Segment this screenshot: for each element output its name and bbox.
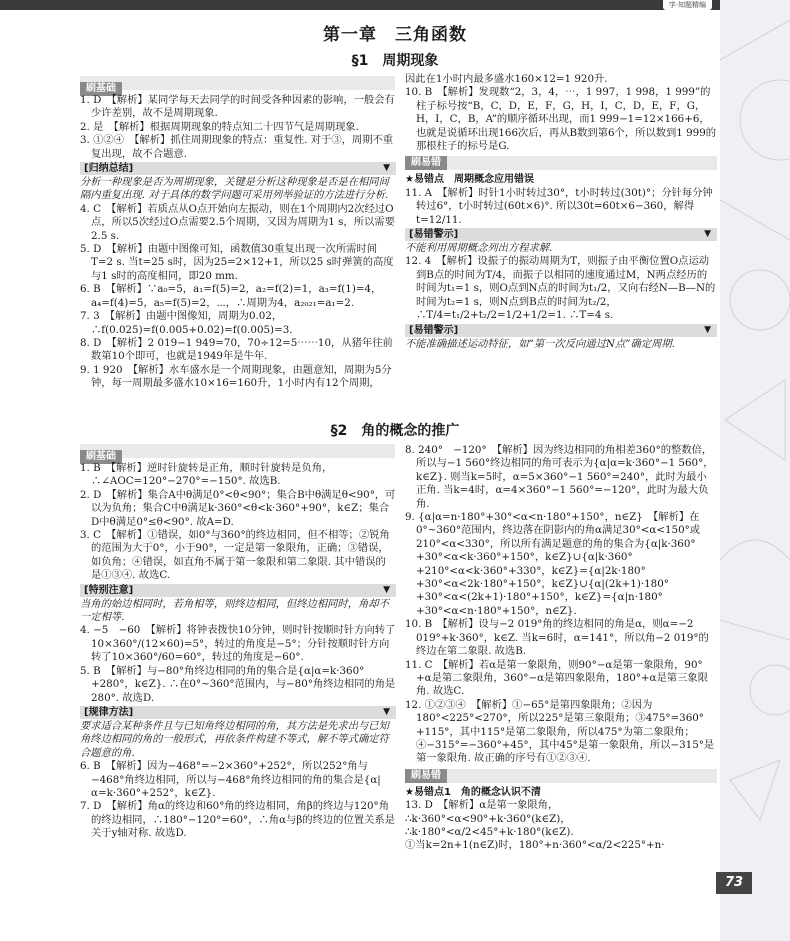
answer-1-2: 2. 是 【解析】根据周期现象的特点知二十四节气是周期现象. [80,120,359,133]
warn-box-2: [易错警示] ▼ [405,324,717,337]
answer-2-13-a: 13. D 【解析】α是第一象限角， [405,799,559,812]
answer-2-12: 12. ①②③④ 【解析】①−65°是第四象限角；②因为180°<225°<270°，所以225°是第三象限角；③475°=360°+115°，其中115°是第二象限角，所以475°为第二象限角；④−315°=−360°+45°，其中45°是第一象限角，所以−315°是第一象限角. 故正确的序号有①②③④. [405,698,715,765]
summary-box: [归纳总结] ▼ [80,162,396,175]
answer-2-3: 3. C 【解析】①错误，如0°与360°的终边相同，但不相等；②锐角的范围为大于0°，小于90°，一定是第一象限角，正确；③错误，如负角；④错误，如直角不属于第一象限和第二象限. 其中错误的是①③④. 故选C. [80,529,390,582]
special-box: [特别注意] ▼ [80,584,396,597]
answer-1-5: 5. D 【解析】由题中图像可知，函数值30重复出现一次所需时间T=2 s. 当t=25 s时，因为25=2×12+1，所以25 s时弹簧的高度与1 s时的高度相同，即20 mm. [80,243,394,282]
answer-2-10: 10. B 【解析】设与−2 019°角的终边相同的角是α，则α=−2 019°+k·360°，k∈Z. 当k=6时，α=141°，所以角−2 019°的终边在第二象限. 故选B. [405,618,709,658]
answer-1-9-cont: 因此在1小时内最多盛水160×12=1 920升. [405,73,608,85]
warn-box-1: [易错警示] ▼ [405,228,717,241]
answer-1-6: 6. B 【解析】∵a₀=5，a₁=f(5)=2，a₂=f(2)=1，a₃=f(1)=4，a₄=f(4)=5，a₅=f(5)=2，⋯，∴周期为4，a₂₀₂₁=a₁=2. [80,283,382,309]
section2-title: §2 角的概念的推广 [330,423,460,439]
section1-title: §1 周期现象 [351,53,439,69]
s1-right-column [405,73,717,351]
answer-2-2: 2. D 【解析】集合A中θ满足0°<θ<90°；集合B中θ满足θ<90°，可以为负角；集合C中θ满足k·360°<θ<k·360°+90°，k∈Z；集合D中θ满足0°≤θ<90°. 故A=D. [80,488,396,528]
answer-1-12: 12. 4 【解析】设振子的振动周期为T，则振子由平衡位置O点运动到B点的时间为T/4，而振子以相同的速度通过M，N两点经历的时间为t₁=1 s，则O点到N点的时间为t₁/2，又向右经N—B—N的时间为t₂=1 s，则N点到B点的时间为t₂/2，∴T/4=t₁/2+t₂/2=1/2+1/2=1. ∴T=4 s. [405,255,716,322]
margin-decoration [720,0,790,941]
error-point-1: ★易错点 周期概念应用错误 [405,174,534,186]
s2-left-column [80,462,396,841]
answer-1-8: 8. D 【解析】2 019−1 949=70，70÷12=5⋯⋯10，从猪年往前数第10个即可，也就是1949年是牛年. [80,336,393,363]
method-box: [规律方法] ▼ [80,706,396,719]
error-point-2: ★易错点1 角的概念认识不清 [405,786,541,798]
tag-basic-1: 刷基础 [80,76,395,90]
answer-2-9: 9. {α|α=n·180°+30°<α<n·180°+150°，n∈Z} 【解析】在0°~360°范围内，终边落在阴影内的角α满足30°<α<150°或210°<α<330°，所以所有满足题意的角的集合为{α|k·360°+30°<α<k·360°+150°，k∈Z}∪{α|k·360°+210°<α<k·360°+330°，k∈Z}={α|2k·180°+30°<α<2k·180°+150°，k∈Z}∪{α|(2k+1)·180°+30°<α<(2k+1)·180°+150°，k∈Z}={α|n·180°+30°<α<n·180°+150°，n∈Z}. [405,511,701,617]
tag-basic-2: 刷基础 [80,444,395,458]
answer-1-4: 4. C 【解析】若质点从O点开始向左振动，则在1个周期内2次经过O点，所以5次经过O点需要2.5个周期，又因为周期为1 s，所以需要2.5 s. [80,202,395,242]
answer-2-7: 7. D 【解析】角α的终边和60°角的终边相同，角β的终边与120°角的终边相同，∴180°−120°=60°，∴角α与β的终边的位置关系是关于y轴对称. 故选D. [80,800,395,840]
answer-2-4: 4. −5 −60 【解析】将钟表拨快10分钟，则时针按顺时针方向转了10×360°/(12×60)=5°，转过的角度是−5°；分针按顺时针方向转了10×360°/60=60°，转过的角度是−60°. [80,624,396,664]
tag-errors-2: 刷易错 [405,769,717,783]
page-number: 73 [716,872,752,894]
s2-right-column [405,444,717,853]
warn-text-1: 不能利用周期概念列出方程求解. [405,242,553,255]
answer-2-13-d: ①当k=2n+1(n∈Z)时，180°+n·360°<α/2<225°+n· [405,839,665,852]
warn-text-2: 不能准确描述运动特征，如“第一次反向通过N点”确定周期. [405,337,675,350]
answer-2-8: 8. 240° −120° 【解析】因为终边相同的角相差360°的整数倍，所以与−1 560°终边相同的角可表示为{α|α=k·360°−1 560°，k∈Z}. 则当k=5时，α=5×360°−1 560°=240°，此时为最小正角. 当k=4时，α=4×360°−1 560°=−120°，此时为最大负角. [405,444,714,510]
method-text: 要求适合某种条件且与已知角终边相同的角，其方法是先求出与已知角终边相同的角的一般形式，再依条件构建不等式，解不等式确定符合题意的角. [80,719,389,759]
answer-1-10: 10. B 【解析】发现数“2，3，4，⋯，1 997，1 998，1 999”的柱子标号按“B，C，D，E，F，G，H，I，C，D，E，F，G，H，I，C，B，A”的顺序循环出现，而1 999−1=12×166+6，也就是说循环出现166次后，再从B数到第6个，所以数到1 999的那根柱子的标号是G. [405,86,717,153]
answer-2-6: 6. B 【解析】因为−468°=−2×360°+252°，所以252°角与−468°角终边相同，所以与−468°角终边相同的角的集合是{α|α=k·360°+252°，k∈Z}. [80,760,381,799]
answer-2-1: 1. B 【解析】逆时针旋转是正角，顺时针旋转是负角，∴∠AOC=120°−270°=−150°. 故选B. [80,462,333,488]
answer-1-7: 7. 3 【解析】由题中图像知，周期为0.02，∴f(0.025)=f(0.005+0.02)=f(0.005)=3. [80,310,293,336]
answer-1-1: 1. D 【解析】某同学每天去同学的时间受各种因素的影响，一般会有少许差别，故不是周期现象. [80,94,395,120]
answer-2-5: 5. B 【解析】与−80°角终边相同的角的集合是{α|α=k·360°+280°，k∈Z}. ∴在0°~360°范围内，与−80°角终边相同的角是280°. 故选D. [80,664,396,704]
s1-left-column [80,94,396,391]
chapter-title: 第一章 三角函数 [323,25,467,45]
answer-2-13-c: ∴k·180°<α/2<45°+k·180°(k∈Z). [405,825,574,838]
tag-errors-1: 刷易错 [405,156,717,170]
answer-1-3: 3. ①②④ 【解析】抓住周期现象的特点：重复性. 对于③，周期不重复出现，故不合题意. [80,134,394,160]
header-label: 学·知题精编 [663,0,712,10]
summary-text: 分析一种现象是否为周期现象，关键是分析这种现象是否是在相同间隔内重复出现. 对于具体的数学问题可采用列举验证的方法进行分析. [80,176,389,202]
answer-2-13-b: ∴k·360°<α<90°+k·360°(k∈Z)， [405,812,571,825]
answer-2-11: 11. C 【解析】若α是第一象限角，则90°−α是第一象限角，90°+α是第二象限角，360°−α是第四象限角，180°+α是第三象限角. 故选C. [405,658,708,698]
special-text: 当角的始边相同时，若角相等，则终边相同，但终边相同时，角却不一定相等. [80,597,389,624]
answer-1-11: 11. A 【解析】时针1小时转过30°，t小时转过(30t)°；分针每分钟转过6°，t小时转过(60t×6)°. 所以30t=60t×6−360，解得t=12/11. [405,186,713,226]
top-bar [0,0,720,10]
answer-1-9: 9. 1 920 【解析】水车盛水是一个周期现象，由题意知，周期为5分钟，每一周期最多盛水10×16=160升，1小时内有12个周期， [80,363,392,390]
